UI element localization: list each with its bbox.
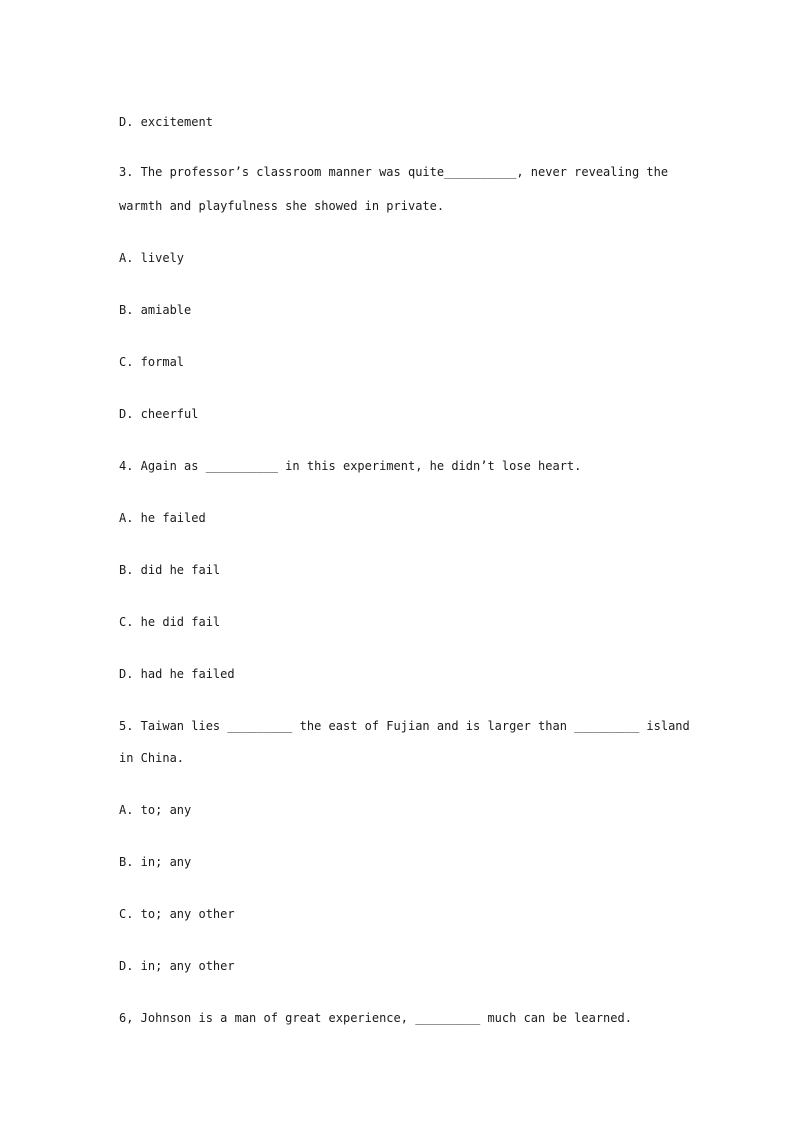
question-3-option-a: A. lively — [119, 251, 185, 265]
question-4-text: 4. Again as __________ in this experiment, he didn’t lose heart. — [119, 459, 582, 473]
question-5-option-d: D. in; any other — [119, 959, 235, 973]
question-5-option-b: B. in; any — [119, 855, 192, 869]
question-4-option-a: A. he failed — [119, 511, 206, 525]
question-3-text-continued: warmth and playfulness she showed in private. — [119, 199, 445, 213]
option-d-excitement: D. excitement — [119, 115, 213, 129]
question-5-option-c: C. to; any other — [119, 907, 235, 921]
question-4-option-d: D. had he failed — [119, 667, 235, 681]
question-5-text-continued: in China. — [119, 751, 185, 765]
question-5-text: 5. Taiwan lies _________ the east of Fujian and is larger than _________ island — [119, 719, 690, 733]
question-3-text: 3. The professor’s classroom manner was quite__________, never revealing the — [119, 165, 669, 179]
question-3-option-c: C. formal — [119, 355, 185, 369]
question-4-option-b: B. did he fail — [119, 563, 221, 577]
question-6-text: 6, Johnson is a man of great experience, _________ much can be learned. — [119, 1011, 632, 1025]
question-3-option-b: B. amiable — [119, 303, 192, 317]
question-3-option-d: D. cheerful — [119, 407, 199, 421]
question-4-option-c: C. he did fail — [119, 615, 221, 629]
question-5-option-a: A. to; any — [119, 803, 192, 817]
